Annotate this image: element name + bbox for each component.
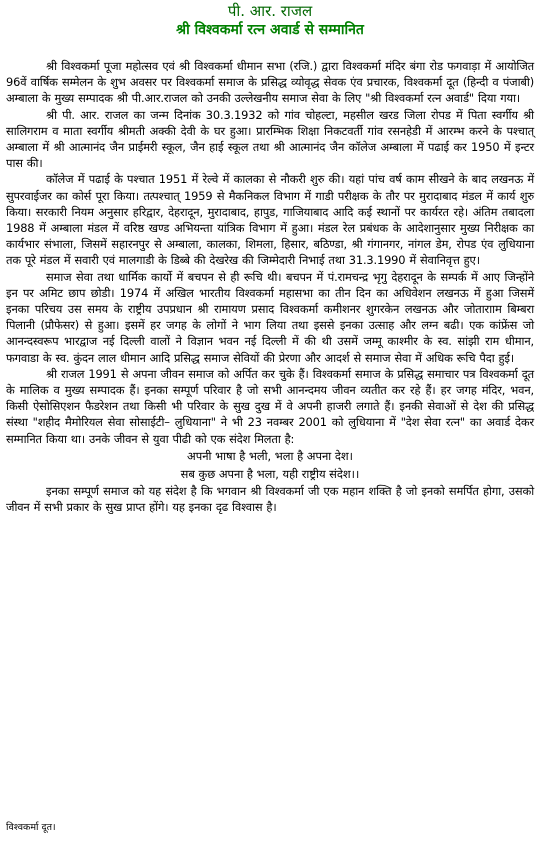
article-title: पी. आर. राजल: [227, 2, 313, 20]
verse-line-2: सब कुछ अपना है भला, यही राष्ट्रीय संदेश।।: [180, 466, 360, 481]
verse-line-1: अपनी भाषा है भली, भला है अपना देश।: [187, 448, 353, 463]
paragraph-social-service: समाज सेवा तथा धार्मिक कार्यो में बचपन से ही रूचि थी। बचपन में पं.रामचन्द्र भृगु देहरादून के सम्पर्क में आए जिन्होंने इन पर अमिट छाप छोडी। 1974 में अखिल भारतीय विश्वकर्मा महासभा का तीन दिन का अधिवेशन लखनऊ में हुआ जिसमें इनका परिचय उस समय के राष्ट्रीय उपप्रधान श्री रामायण प्रसाद विश्वकर्मा कमीशनर शुगरकेन लखनऊ और जोतारााम बिम्बरा पिलानी (प्रौफेसर) से हुआ। इसमें हर जगह के लोगों ने भाग लिया तथा इससे इनका उत्साह और लग्न बढी। एक कांफ्रेंस जो आनन्दस्वरूप भारद्वाज नई दिल्ली वालों ने विज्ञान भवन नई दिल्ली में की थी उसमें जम्मू काश्मीर के स्व. सांझी राम धीमान, फगवाडा के स्व. कुंदन लाल धीमान आदि प्रसिद्ध समाज सेवियों की प्रेरणा और आदर्श से समाज सेवा में अधिक रूचि पैदा हुई।: [6, 269, 534, 365]
paragraph-career: कॉलेज में पढाई के पश्चात 1951 में रेल्वे में कालका से नौकरी शुरु की। यहां पांच वर्ष काम सीखने के बाद लखनऊ में सुपरवाईजर का कोर्स पूरा किया। तत्पश्चात् 1959 से मैकनिकल विभाग में गाडी परीक्षक के तौर पर मुरादाबाद मंडल में कार्य शुरु किया। सरकारी नियम अनुसार हरिद्वार, देहरादून, मुरादाबाद, हापुड, गाजियाबाद आदि कई स्थानों पर कार्यरत रहे। अंतिम तबादला 1988 में अम्बाला मंडल में वरिष्ठ खण्ड अभियन्ता यांत्रिक विभाग में हुआ। मंडल रेल प्रबंधक के आदेशानुसार मुख्य निरीक्षक का कार्यभार संभाला, जिसमें सहारनपुर से अम्बाला, कालका, शिमला, हिसार, बठिण्डा, श्री गंगानगर, नांगल डेम, रोपड एंव लुधियाना तक पूरे मंडल में सवारी एवं मालगाडी के डिब्बे की देखरेख की जिम्मेदारी निभाई तथा 31.3.1990 में सेवानिवृत्त हुए।: [6, 172, 534, 268]
article-body: [6, 58, 534, 515]
article-subtitle: श्री विश्वकर्मा रत्न अवार्ड से सम्मानित: [176, 22, 364, 38]
paragraph-closing: इनका सम्पूर्ण समाज को यह संदेश है कि भगवान श्री विश्वकर्मा जी एक महान शक्ति है जो इनको समर्पित होगा, उसको जीवन में सभी प्रकार के सुख प्राप्त होंगे। यह इनका दृढ विश्वास है।: [6, 483, 534, 515]
source-credit: विश्वकर्मा दूत।: [6, 822, 56, 833]
paragraph-birth-education: श्री पी. आर. राजल का जन्म दिनांक 30.3.1932 को गांव चोहल्टा, महसील खरड जिला रोपड में पिता स्वर्गीय श्री सालिगराम व माता स्वर्गीय श्रीमती अक्की देवी के घर हुआ। प्रारम्भिक शिक्षा निकटवर्ती गांव रसनहेडी में आरम्भ करने के पश्चात् अम्बाला में श्री आत्मानंद जैन प्राईमरी स्कूल, जैन हाई स्कूल तथा श्री आत्मानंद जैन कॉलेज अम्बाला में पढाई कर 1950 में इन्टर पास की।: [6, 107, 534, 171]
paragraph-dedication: श्री राजल 1991 से अपना जीवन समाज को अर्पित कर चुके हैं। विश्वकर्मा समाज के प्रसिद्ध समाचार पत्र विश्वकर्मा दूत के मालिक व मुख्य सम्पादक हैं। इनका सम्पूर्ण परिवार है जो सभी आनन्दमय जीवन व्यतीत कर रहे हैं। हर जगह मंदिर, भवन, किसी ऐसोसिएशन फैडरेशन तथा किसी भी परिवार के सुख दुख में वे अपनी हाजरी लगाते हैं। इनकी सेवाओं से देश की प्रसिद्ध संस्था "शहीद मैमोरियल सेवा सोसाईटी– लुधियाना" ने भी 23 नवम्बर 2001 को लुधियाना में "देश सेवा रत्न" का अवार्ड देकर सम्मानित किया था। उनके जीवन से युवा पीढी को एक संदेश मिलता है:: [6, 366, 534, 446]
paragraph-award: श्री विश्वकर्मा पूजा महोत्सव एवं श्री विश्वकर्मा धीमान सभा (रजि.) द्वारा विश्वकर्मा मंदिर बंगा रोड फगवाड़ा में आयोजित 96वें वार्षिक सम्मेलन के शुभ अवसर पर विश्वकर्मा समाज के प्रसिद्ध व्योवृद्ध सेवक एंव प्रचारक, विश्वकर्मा दूत (हिन्दी व पंजाबी) अम्बाला के मुख्य सम्पादक श्री पी.आर.राजल को उनकी उल्लेखनीय समाज सेवा के लिए "श्री विश्वकर्मा रत्न अवार्ड" दिया गया।: [6, 59, 534, 106]
